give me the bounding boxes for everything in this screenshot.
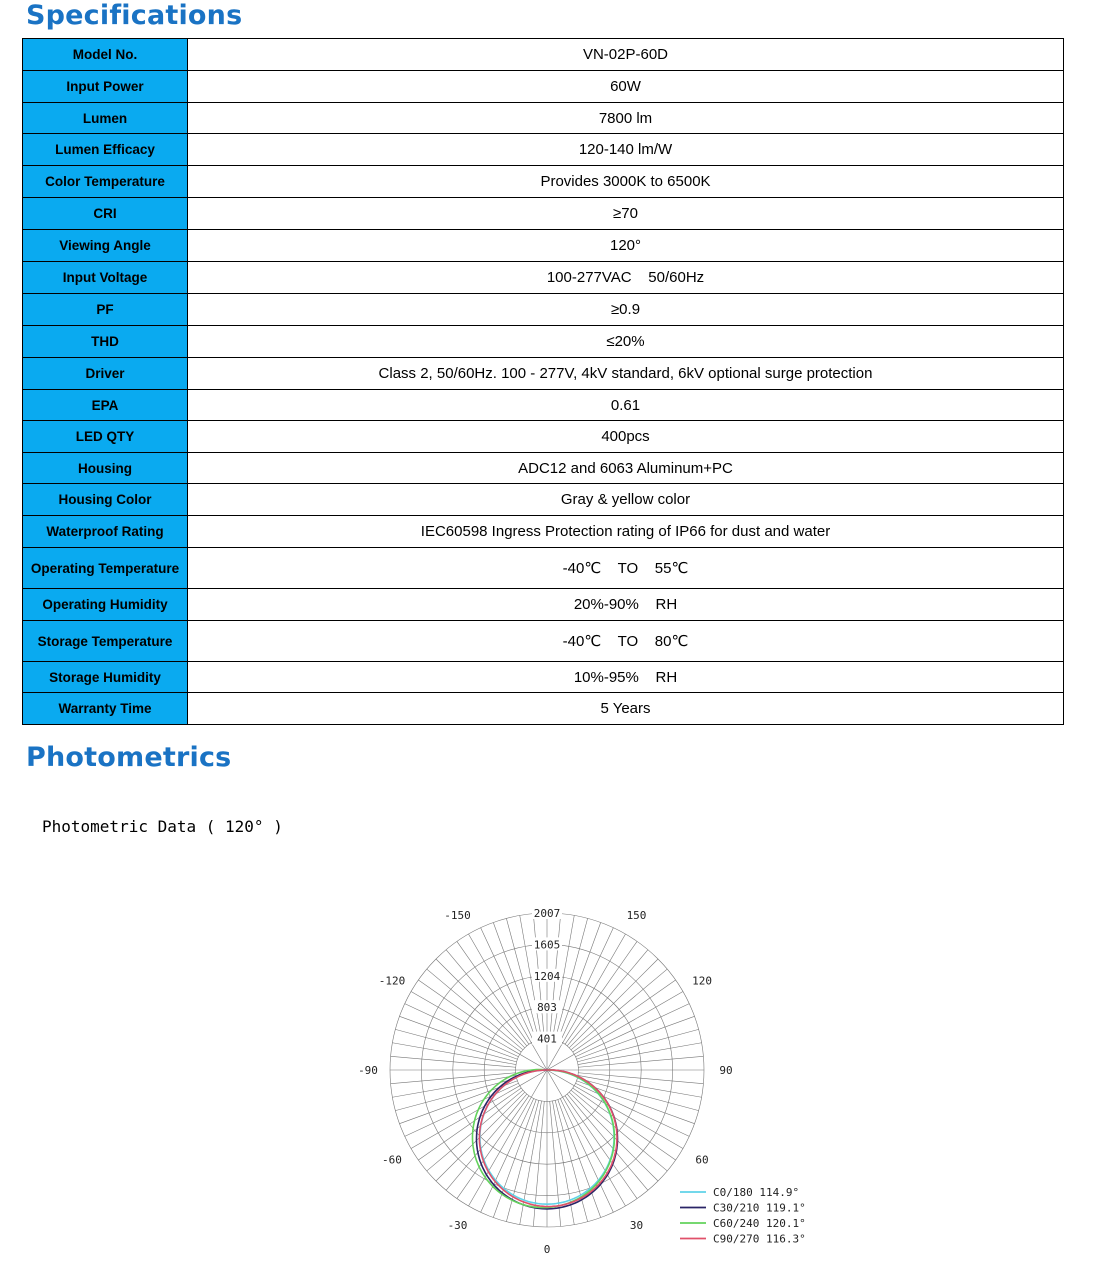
spec-row: [23, 548, 1064, 589]
photometrics-title: Photometrics: [26, 742, 232, 773]
spec-label: PF: [23, 294, 188, 326]
angle-label: 30: [629, 1219, 644, 1233]
radial-tick-label: 1204: [533, 969, 561, 983]
polar-spoke: [578, 1043, 702, 1065]
spec-value: ≤20%: [188, 326, 1064, 358]
spec-row: [23, 39, 1064, 71]
spec-value: ADC12 and 6063 Aluminum+PC: [188, 453, 1064, 484]
angle-label: 60: [695, 1153, 709, 1167]
spec-row: [23, 390, 1064, 421]
spec-row: [23, 358, 1064, 390]
polar-spoke: [427, 1090, 523, 1171]
spec-row: [23, 294, 1064, 326]
spec-label: Viewing Angle: [23, 230, 188, 262]
spec-value: 60W: [188, 71, 1064, 103]
spec-label: Input Power: [23, 71, 188, 103]
spec-row: [23, 103, 1064, 134]
spec-row: [23, 693, 1064, 725]
spec-value: 5 Years: [188, 693, 1064, 725]
spec-row: [23, 453, 1064, 484]
spec-row: [23, 198, 1064, 230]
spec-value: Provides 3000K to 6500K: [188, 166, 1064, 198]
polar-spoke: [395, 1029, 516, 1062]
spec-value: VN-02P-60D: [188, 39, 1064, 71]
spec-row: [23, 484, 1064, 516]
spec-row: [23, 421, 1064, 453]
spec-label: Model No.: [23, 39, 188, 71]
radial-tick-label: 1605: [533, 938, 561, 952]
radial-tick-label: 803: [537, 1001, 557, 1015]
spec-value: 100-277VAC 50/60Hz: [188, 262, 1064, 294]
polar-spoke: [577, 1078, 698, 1111]
series-curve: [473, 1070, 615, 1208]
legend-label: C60/240 120.1°: [713, 1217, 806, 1230]
spec-value: -40℃ TO 55℃: [188, 548, 1064, 589]
spec-value: ≥70: [188, 198, 1064, 230]
spec-label: Warranty Time: [23, 693, 188, 725]
polar-spoke: [560, 928, 613, 1042]
angle-label: -120: [378, 974, 406, 988]
spec-value: 400pcs: [188, 421, 1064, 453]
spec-label: Input Voltage: [23, 262, 188, 294]
spec-value: 120°: [188, 230, 1064, 262]
polar-spoke: [392, 1075, 516, 1097]
spec-label: Driver: [23, 358, 188, 390]
spec-value: 10%-95% RH: [188, 662, 1064, 693]
spec-row: [23, 230, 1064, 262]
angle-label: 90: [719, 1064, 733, 1077]
spec-value: 0.61: [188, 390, 1064, 421]
legend-label: C90/270 116.3°: [713, 1232, 806, 1246]
angle-label: -150: [444, 908, 471, 922]
spec-value: 120-140 lm/W: [188, 134, 1064, 166]
spec-label: Waterproof Rating: [23, 516, 188, 548]
photometric-caption: Photometric Data ( 120° ): [42, 817, 283, 836]
spec-label: Lumen Efficacy: [23, 134, 188, 166]
spec-row: [23, 134, 1064, 166]
polar-spoke: [571, 1090, 667, 1171]
polar-spoke: [575, 1004, 689, 1057]
spec-value: -40℃ TO 80℃: [188, 621, 1064, 662]
legend-label: C0/180 114.9°: [713, 1186, 800, 1199]
polar-spoke: [481, 928, 534, 1042]
polar-spoke: [567, 950, 648, 1046]
angle-label: -30: [447, 1219, 468, 1233]
spec-value: 20%-90% RH: [188, 589, 1064, 621]
specifications-table: [22, 38, 1064, 725]
polar-spoke: [481, 1098, 534, 1212]
spec-value: Gray & yellow color: [188, 484, 1064, 516]
spec-row: [23, 262, 1064, 294]
spec-value: IEC60598 Ingress Protection rating of IP66 for dust and water: [188, 516, 1064, 548]
polar-spoke: [427, 969, 523, 1050]
polar-photometric-chart: [350, 895, 830, 1255]
spec-row: [23, 662, 1064, 693]
polar-spoke: [578, 1075, 702, 1097]
spec-row: [23, 621, 1064, 662]
angle-label: -60: [382, 1153, 402, 1167]
spec-label: Operating Humidity: [23, 589, 188, 621]
spec-row: [23, 326, 1064, 358]
spec-value: ≥0.9: [188, 294, 1064, 326]
spec-label: Housing Color: [23, 484, 188, 516]
polar-spoke: [575, 1083, 689, 1136]
spec-label: Color Temperature: [23, 166, 188, 198]
spec-label: Housing: [23, 453, 188, 484]
radial-tick-label: 401: [537, 1032, 557, 1046]
polar-spoke: [405, 1004, 519, 1057]
spec-row: [23, 516, 1064, 548]
spec-label: Storage Humidity: [23, 662, 188, 693]
angle-label: 0: [543, 1243, 551, 1255]
spec-label: Lumen: [23, 103, 188, 134]
polar-spoke: [405, 1083, 519, 1136]
spec-label: Operating Temperature: [23, 548, 188, 589]
angle-label: 150: [626, 908, 647, 922]
spec-label: LED QTY: [23, 421, 188, 453]
spec-label: CRI: [23, 198, 188, 230]
polar-spoke: [446, 950, 527, 1046]
spec-row: [23, 589, 1064, 621]
polar-spoke: [577, 1029, 698, 1062]
spec-row: [23, 71, 1064, 103]
spec-label: THD: [23, 326, 188, 358]
polar-spoke: [392, 1043, 516, 1065]
spec-value: 7800 lm: [188, 103, 1064, 134]
angle-label: -90: [358, 1064, 378, 1077]
spec-value: Class 2, 50/60Hz. 100 - 277V, 4kV standard, 6kV optional surge protection: [188, 358, 1064, 390]
polar-spoke: [571, 969, 667, 1050]
spec-row: [23, 166, 1064, 198]
angle-label: 120: [692, 974, 712, 988]
spec-label: Storage Temperature: [23, 621, 188, 662]
specifications-title: Specifications: [26, 0, 243, 31]
legend-label: C30/210 119.1°: [713, 1201, 806, 1215]
spec-label: EPA: [23, 390, 188, 421]
radial-tick-label: 2007: [533, 907, 561, 920]
